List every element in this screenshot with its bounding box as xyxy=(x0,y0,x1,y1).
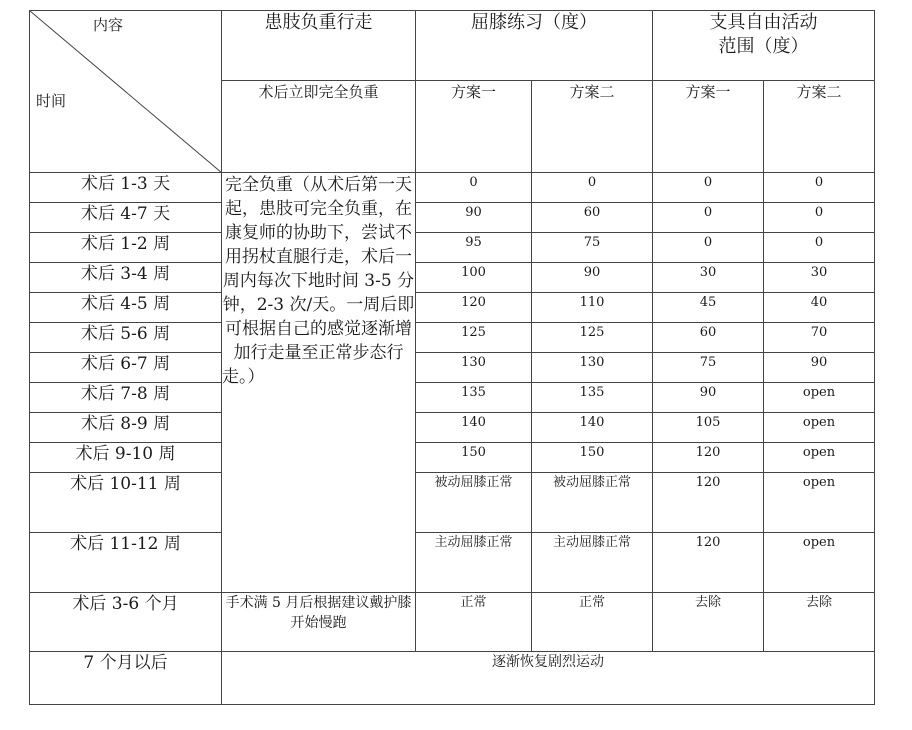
table-row xyxy=(30,203,875,233)
flex-plan1-value-cell xyxy=(416,383,532,413)
flex-plan2-value-cell xyxy=(532,533,653,593)
corner-content-label: 内容 xyxy=(93,16,124,34)
brace-plan2-value: 70 xyxy=(810,325,828,340)
table-row xyxy=(30,323,875,353)
brace-plan2-value: open xyxy=(802,475,836,490)
flex-plan1-value-cell xyxy=(416,593,532,652)
table-row xyxy=(30,652,875,705)
table-row xyxy=(30,593,875,652)
time-label: 术后 1-3 天 xyxy=(80,174,171,194)
brace-plan2-value-cell xyxy=(764,173,875,203)
brace-plan2-value-cell xyxy=(764,413,875,443)
brace-plan2-value-cell xyxy=(764,353,875,383)
flex-plan2-value: 60 xyxy=(583,205,601,220)
flex-plan2-value-cell xyxy=(532,203,653,233)
corner-header-cell xyxy=(30,11,222,173)
brace-plan2-value: open xyxy=(802,445,836,460)
flex-plan1-value-cell xyxy=(416,443,532,473)
brace-plan1-value-cell xyxy=(653,263,764,293)
brace-plan1-value: 去除 xyxy=(694,595,721,610)
table-row xyxy=(30,533,875,593)
corner-time-label: 时间 xyxy=(36,92,67,110)
brace-plan2-value: 30 xyxy=(810,265,828,280)
flex-plan2-header xyxy=(532,81,653,173)
brace-plan1-value: 120 xyxy=(695,445,721,460)
flex-plan1-value: 135 xyxy=(461,385,486,400)
weight-description-cell xyxy=(222,173,416,593)
time-label: 7 个月以后 xyxy=(83,653,168,673)
time-label-cell xyxy=(30,353,222,383)
time-label: 术后 3-6 个月 xyxy=(72,594,179,614)
brace-plan2-value: open xyxy=(802,385,836,400)
flex-plan2-value: 75 xyxy=(583,235,601,250)
brace-plan1-value: 45 xyxy=(699,295,717,310)
flex-plan1-value: 95 xyxy=(465,235,482,250)
time-label-cell xyxy=(30,173,222,203)
time-label: 术后 4-7 天 xyxy=(80,204,171,224)
time-label: 术后 1-2 周 xyxy=(80,234,171,254)
flex-plan1-value-cell xyxy=(416,323,532,353)
time-label: 术后 9-10 周 xyxy=(75,444,176,464)
flex-header xyxy=(416,11,653,81)
brace-plan2-value: 0 xyxy=(814,205,824,220)
brace-plan2-value: 40 xyxy=(810,295,828,310)
time-label: 术后 10-11 周 xyxy=(70,474,181,494)
brace-plan2-value-cell xyxy=(764,233,875,263)
rehab-table xyxy=(29,10,875,705)
brace-plan2-value-cell xyxy=(764,323,875,353)
flex-plan1-value: 100 xyxy=(461,265,486,280)
flex-plan1-value-cell xyxy=(416,173,532,203)
brace-plan1-value-cell xyxy=(653,173,764,203)
table-row xyxy=(30,233,875,263)
flex-plan1-value: 正常 xyxy=(460,595,487,610)
time-label-cell xyxy=(30,413,222,443)
flex-header-label: 屈膝练习（度） xyxy=(471,12,597,33)
flex-plan2-value: 主动屈膝正常 xyxy=(552,535,631,550)
final-stage-text: 逐渐恢复剧烈运动 xyxy=(492,654,604,670)
brace-header-line2: 范围（度） xyxy=(718,36,809,57)
time-label-cell xyxy=(30,443,222,473)
table-row xyxy=(30,413,875,443)
flex-plan2-value-cell xyxy=(532,263,653,293)
brace-plan2-value: 0 xyxy=(814,235,824,250)
jogging-advice-cell xyxy=(222,593,416,652)
flex-plan1-value: 主动屈膝正常 xyxy=(434,535,513,550)
time-label-cell xyxy=(30,533,222,593)
flex-plan1-value-cell xyxy=(416,533,532,593)
brace-plan2-label: 方案二 xyxy=(796,83,842,101)
flex-plan1-value-cell xyxy=(416,353,532,383)
flex-plan2-value: 0 xyxy=(587,175,597,190)
flex-plan2-value-cell xyxy=(532,593,653,652)
flex-plan1-value-cell xyxy=(416,293,532,323)
brace-plan1-value: 0 xyxy=(703,235,713,250)
time-label-cell xyxy=(30,323,222,353)
time-label: 术后 7-8 周 xyxy=(80,384,171,404)
brace-plan1-value-cell xyxy=(653,533,764,593)
brace-plan2-value-cell xyxy=(764,263,875,293)
brace-plan1-value-cell xyxy=(653,473,764,533)
weight-subheader xyxy=(222,81,416,173)
flex-plan2-value-cell xyxy=(532,353,653,383)
table-row xyxy=(30,443,875,473)
flex-plan1-value: 125 xyxy=(461,325,486,340)
flex-plan2-value-cell xyxy=(532,413,653,443)
flex-plan2-value-cell xyxy=(532,443,653,473)
time-label-cell xyxy=(30,293,222,323)
brace-plan2-value-cell xyxy=(764,593,875,652)
brace-plan1-value: 0 xyxy=(703,205,713,220)
brace-header xyxy=(653,11,875,81)
flex-plan2-value: 140 xyxy=(579,415,605,430)
brace-plan2-header xyxy=(764,81,875,173)
jogging-advice: 手术满 5 月后根据建议戴护膝开始慢跑 xyxy=(225,595,412,631)
weight-header-label: 患肢负重行走 xyxy=(264,12,373,33)
time-label-cell xyxy=(30,473,222,533)
brace-plan2-value: 去除 xyxy=(805,595,832,610)
brace-plan1-value: 120 xyxy=(695,535,721,550)
flex-plan2-value: 125 xyxy=(579,325,605,340)
brace-plan2-value: open xyxy=(802,535,836,550)
flex-plan2-label: 方案二 xyxy=(569,83,615,101)
flex-plan2-value: 正常 xyxy=(578,595,605,610)
time-label: 术后 5-6 周 xyxy=(80,324,171,344)
table-row xyxy=(30,473,875,533)
time-label-cell xyxy=(30,233,222,263)
time-label: 术后 4-5 周 xyxy=(80,294,171,314)
brace-plan2-value: open xyxy=(802,415,836,430)
table-row xyxy=(30,263,875,293)
weight-description: 完全负重（从术后第一天起，患肢可完全负重，在康复师的协助下，尝试不用拐杖直腿行走，术后一周内每次下地时间 3-5 分钟，2-3 次/天。一周后即可根据自己的感觉逐渐增加行走量至正常步态行走。） xyxy=(222,175,415,387)
weight-header xyxy=(222,11,416,81)
table-row xyxy=(30,353,875,383)
brace-plan1-value-cell xyxy=(653,593,764,652)
brace-plan1-value-cell xyxy=(653,353,764,383)
flex-plan1-header xyxy=(416,81,532,173)
flex-plan1-value: 130 xyxy=(461,355,486,370)
brace-plan1-value-cell xyxy=(653,323,764,353)
brace-plan1-value-cell xyxy=(653,233,764,263)
flex-plan1-value-cell xyxy=(416,233,532,263)
final-stage-text-cell xyxy=(222,652,875,705)
brace-plan1-value: 120 xyxy=(695,475,721,490)
flex-plan1-value: 140 xyxy=(461,415,486,430)
time-label: 术后 6-7 周 xyxy=(80,354,171,374)
time-label: 术后 3-4 周 xyxy=(80,264,171,284)
brace-plan1-value-cell xyxy=(653,443,764,473)
flex-plan2-value-cell xyxy=(532,233,653,263)
flex-plan1-value-cell xyxy=(416,263,532,293)
flex-plan1-value-cell xyxy=(416,203,532,233)
flex-plan2-value: 150 xyxy=(579,445,605,460)
flex-plan1-value: 0 xyxy=(469,175,478,190)
brace-plan1-value-cell xyxy=(653,383,764,413)
flex-plan2-value-cell xyxy=(532,383,653,413)
flex-plan1-label: 方案一 xyxy=(450,83,496,101)
brace-plan2-value-cell xyxy=(764,293,875,323)
weight-subheader-label: 术后立即完全负重 xyxy=(258,83,379,101)
brace-plan1-value: 105 xyxy=(695,415,721,430)
flex-plan2-value-cell xyxy=(532,173,653,203)
brace-plan1-value: 90 xyxy=(699,385,717,400)
table-row xyxy=(30,293,875,323)
time-label: 术后 11-12 周 xyxy=(70,534,181,554)
brace-plan2-value-cell xyxy=(764,383,875,413)
brace-plan1-value: 60 xyxy=(699,325,717,340)
flex-plan1-value-cell xyxy=(416,413,532,443)
flex-plan1-value-cell xyxy=(416,473,532,533)
brace-plan1-value: 0 xyxy=(703,175,713,190)
header-row-1 xyxy=(30,11,875,81)
brace-plan1-value: 30 xyxy=(699,265,717,280)
flex-plan2-value: 被动屈膝正常 xyxy=(552,475,631,490)
brace-plan1-value-cell xyxy=(653,413,764,443)
table-row xyxy=(30,383,875,413)
brace-plan2-value-cell xyxy=(764,443,875,473)
brace-plan2-value: 0 xyxy=(814,175,824,190)
flex-plan1-value: 被动屈膝正常 xyxy=(434,475,513,490)
table-row xyxy=(30,173,875,203)
flex-plan2-value: 130 xyxy=(579,355,605,370)
time-label-cell xyxy=(30,652,222,705)
time-label-cell xyxy=(30,383,222,413)
time-label-cell xyxy=(30,593,222,652)
time-label-cell xyxy=(30,203,222,233)
flex-plan2-value: 135 xyxy=(579,385,605,400)
flex-plan2-value: 90 xyxy=(583,265,601,280)
flex-plan2-value: 110 xyxy=(579,295,605,310)
brace-plan2-value: 90 xyxy=(810,355,828,370)
flex-plan1-value: 150 xyxy=(461,445,486,460)
brace-plan1-value-cell xyxy=(653,293,764,323)
time-label: 术后 8-9 周 xyxy=(80,414,171,434)
brace-plan1-header xyxy=(653,81,764,173)
brace-header-line1: 支具自由活动 xyxy=(709,12,818,33)
flex-plan2-value-cell xyxy=(532,293,653,323)
flex-plan2-value-cell xyxy=(532,323,653,353)
time-label-cell xyxy=(30,263,222,293)
brace-plan1-value-cell xyxy=(653,203,764,233)
brace-plan2-value-cell xyxy=(764,203,875,233)
brace-plan1-label: 方案一 xyxy=(685,83,731,101)
brace-plan2-value-cell xyxy=(764,533,875,593)
brace-plan2-value-cell xyxy=(764,473,875,533)
flex-plan1-value: 90 xyxy=(465,205,482,220)
flex-plan1-value: 120 xyxy=(461,295,486,310)
brace-plan1-value: 75 xyxy=(699,355,717,370)
flex-plan2-value-cell xyxy=(532,473,653,533)
